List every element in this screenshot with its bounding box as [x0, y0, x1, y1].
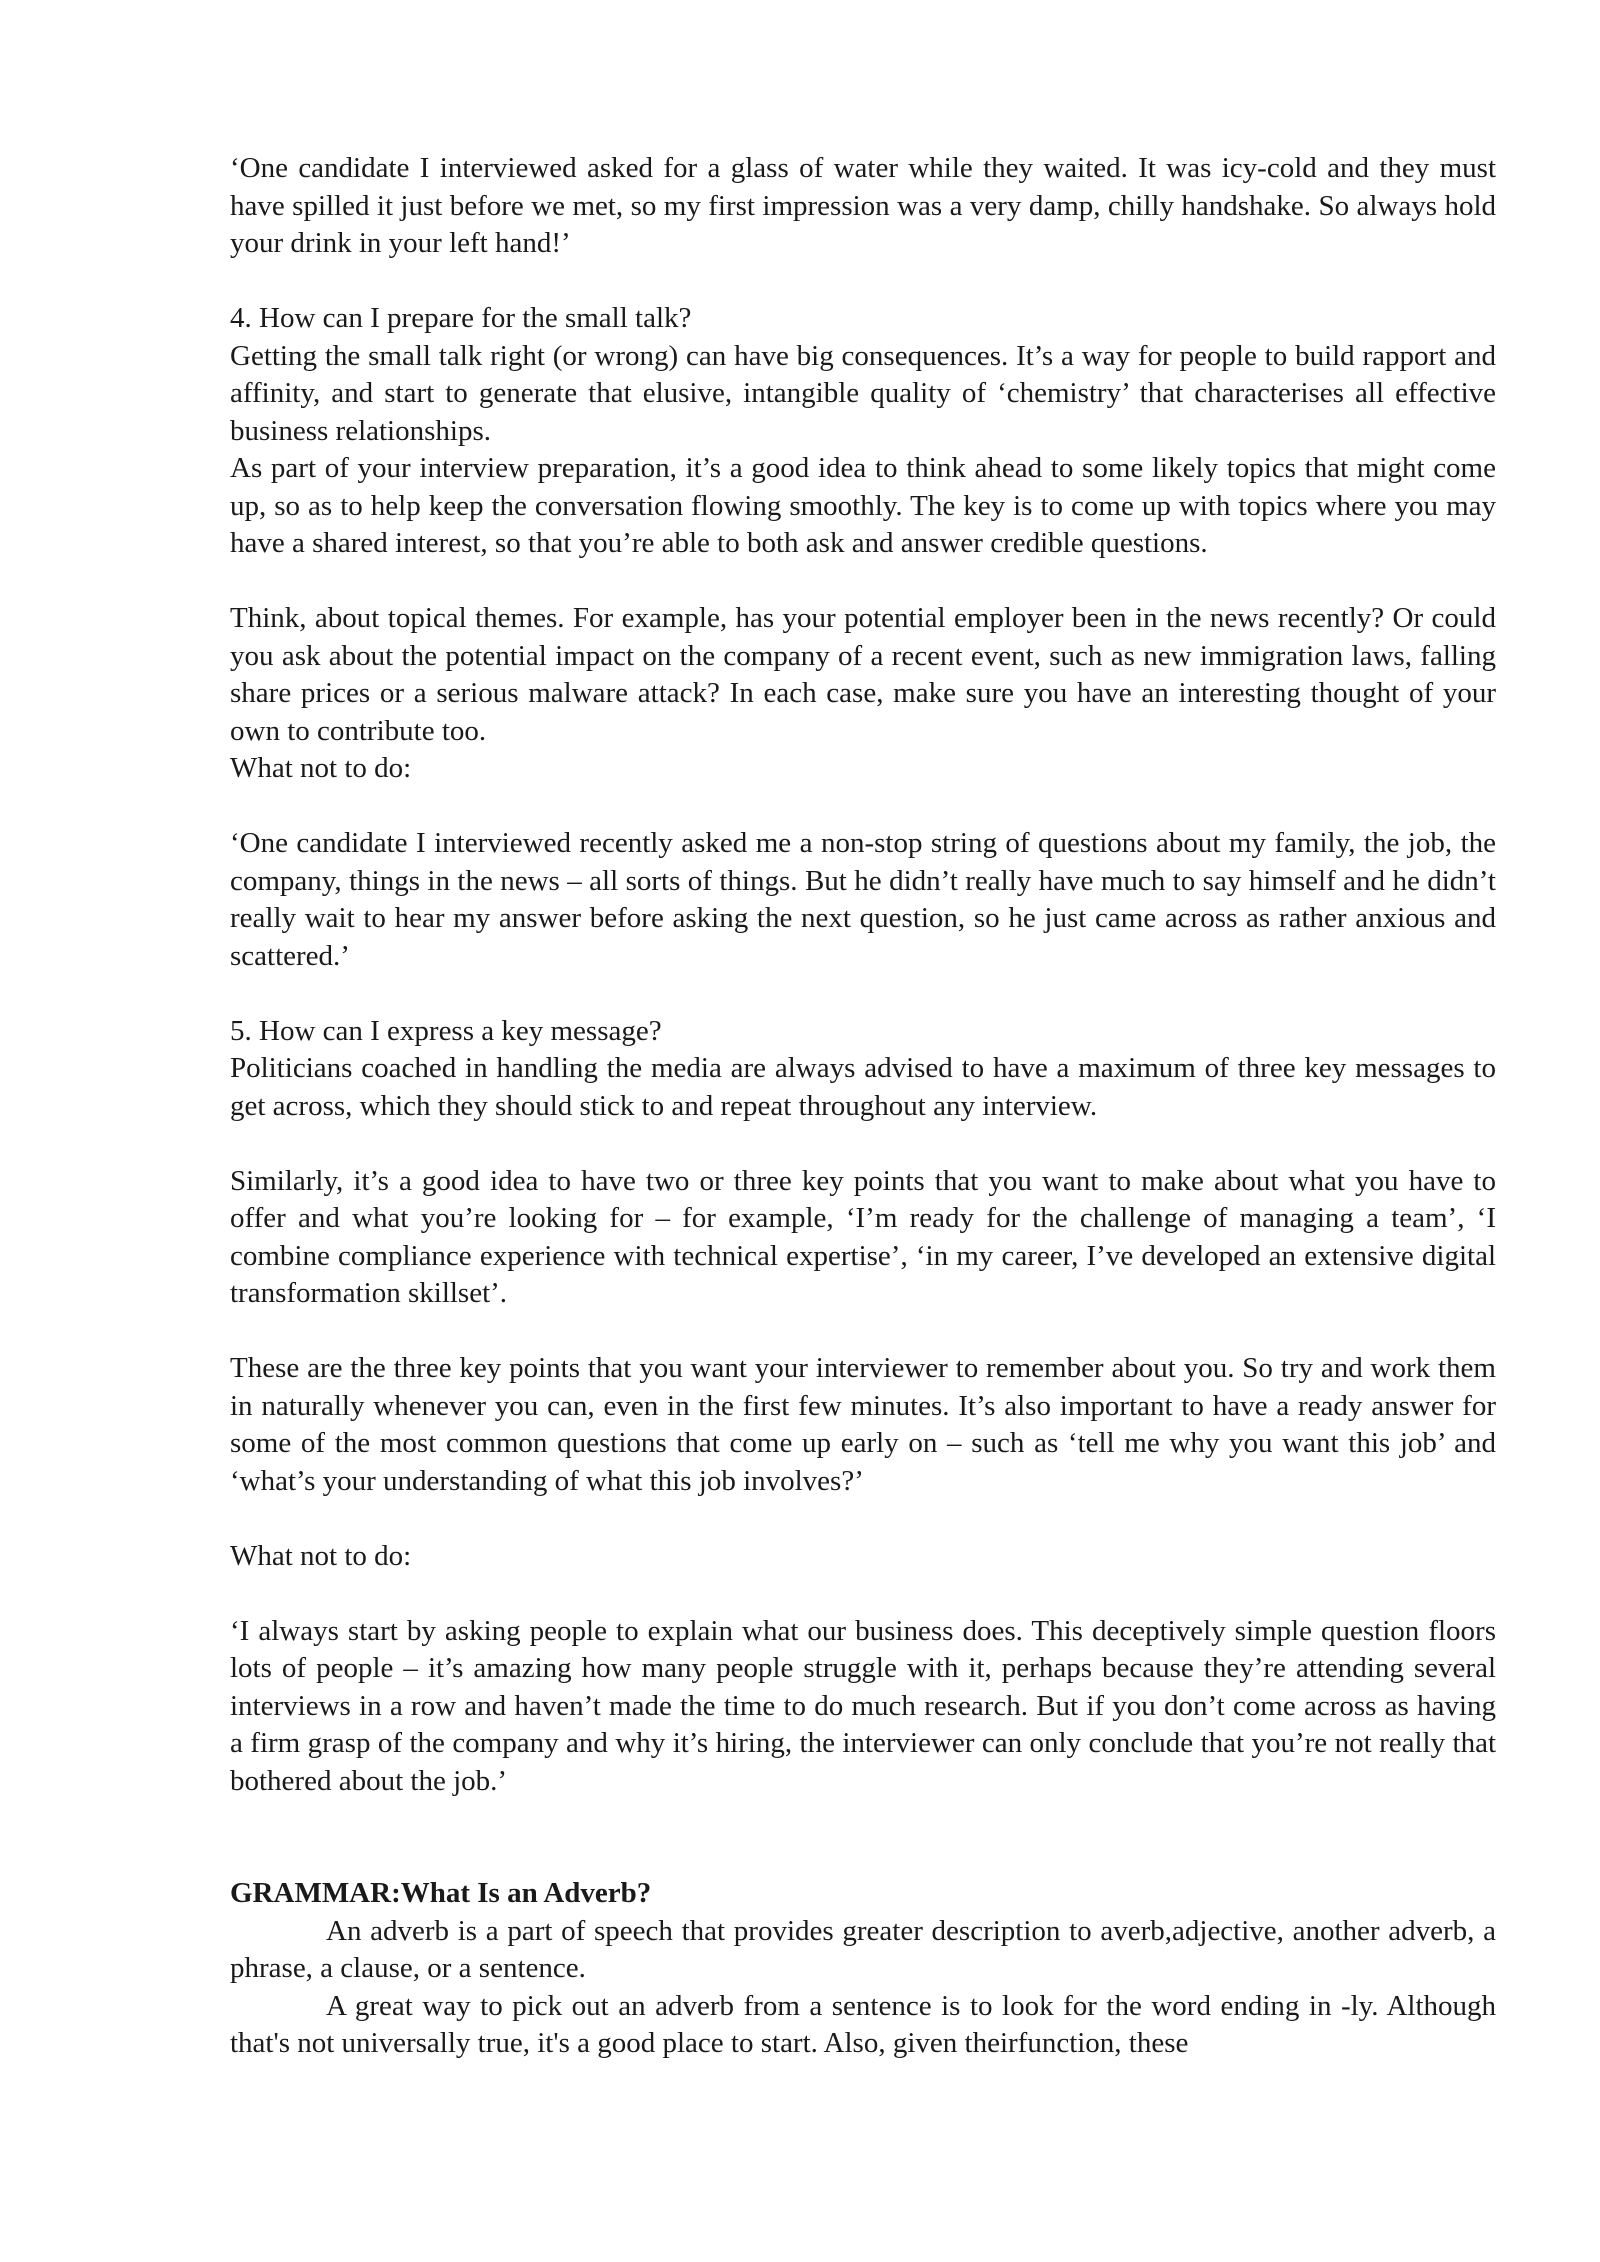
section-4-heading: 4. How can I prepare for the small talk?	[230, 302, 692, 334]
section-5-paragraph-1: Politicians coached in handling the media are always advised to have a maximum of three key messages to get across, which they should stick to and repeat throughout any interview.	[230, 1052, 1496, 1122]
spacer	[230, 1500, 1496, 1538]
section-5-paragraph-2: Similarly, it’s a good idea to have two or three key points that you want to make about what you have to offer and what you’re looking for – for example, ‘I’m ready for the challenge of managing a team’, ‘I combine compliance experience with technical expertise’, ‘in my career, I’ve developed an extensive digital transformation skillset’.	[230, 1164, 1496, 1309]
spacer	[230, 1575, 1496, 1613]
spacer	[230, 1125, 1496, 1163]
section-4-paragraph-1: Getting the small talk right (or wrong) can have big consequences. It’s a way for people to build rapport and affinity, and start to generate that elusive, intangible quality of ‘chemistry’ that characterises all effective business relationships.	[230, 339, 1496, 447]
section-4-what-not-to-do-label: What not to do:	[230, 752, 412, 784]
spacer	[230, 1313, 1496, 1351]
spacer	[230, 563, 1496, 601]
grammar-heading: GRAMMAR:What Is an Adverb?	[230, 1877, 652, 1909]
section-5-what-not-to-do-label: What not to do:	[230, 1539, 412, 1572]
section-5-heading: 5. How can I express a key message?	[230, 1014, 662, 1047]
grammar-paragraph-2: A great way to pick out an adverb from a sentence is to look for the word ending in -ly. Although that's not universally true, it's a good place to start. Also, given theirfunction, these	[230, 1989, 1496, 2059]
section-4-paragraph-2: As part of your interview preparation, it’s a good idea to think ahead to some likely topics that might come up, so as to help keep the conversation flowing smoothly. The key is to come up with topics where you may have a shared interest, so that you’re able to both ask and answer credible questions.	[230, 452, 1496, 559]
spacer	[230, 263, 1496, 301]
spacer	[230, 1800, 1496, 1875]
spacer	[230, 788, 1496, 826]
quote-water-handshake: ‘One candidate I interviewed asked for a glass of water while they waited. It was icy-cold and they must have spilled it just before we met, so my first impression was a very damp, chilly handshake. So always hold your drink in your left hand!’	[230, 152, 1496, 259]
section-5-paragraph-3: These are the three key points that you want your interviewer to remember about you. So try and work them in naturally whenever you can, even in the first few minutes. It’s also important to have a ready answer for some of the most common questions that come up early on – such as ‘tell me why you want this job’ and ‘what’s your understanding of what this job involves?’	[230, 1352, 1496, 1497]
spacer	[230, 975, 1496, 1013]
document-page	[230, 150, 1496, 2063]
grammar-paragraph-1: An adverb is a part of speech that provides greater description to averb,adjective, another adverb, a phrase, a clause, or a sentence.	[230, 1914, 1496, 1984]
section-4-quote: ‘One candidate I interviewed recently asked me a non-stop string of questions about my family, the job, the company, things in the news – all sorts of things. But he didn’t really have much to say himself and he didn’t really wait to hear my answer before asking the next question, so he just came across as rather anxious and scattered.’	[230, 827, 1496, 972]
section-5-quote: ‘I always start by asking people to explain what our business does. This deceptively simple question floors lots of people – it’s amazing how many people struggle with it, perhaps because they’re attending several interviews in a row and haven’t made the time to do much research. But if you don’t come across as having a firm grasp of the company and why it’s hiring, the interviewer can only conclude that you’re not really that bothered about the job.’	[230, 1614, 1496, 1797]
section-4-paragraph-3: Think, about topical themes. For example, has your potential employer been in the news recently? Or could you ask about the potential impact on the company of a recent event, such as new immigration laws, falling share prices or a serious malware attack? In each case, make sure you have an interesting thought of your own to contribute too.	[230, 602, 1496, 747]
